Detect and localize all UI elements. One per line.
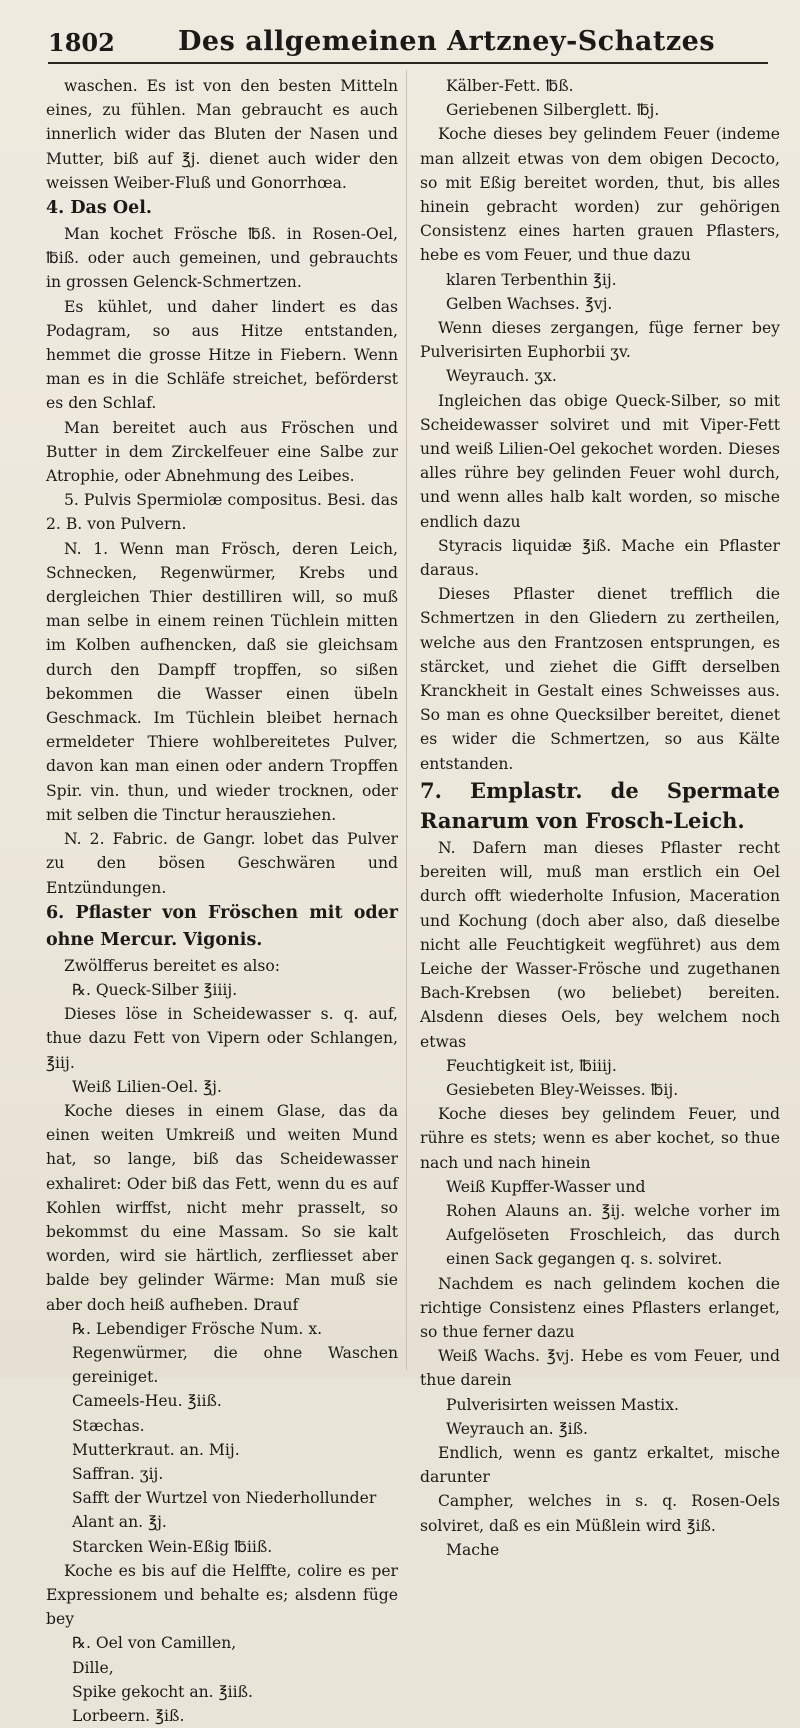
recipe-line: Weiß Lilien-Oel. ℥j. (72, 1077, 222, 1096)
paragraph: Campher, welches in s. q. Rosen-Oels solviret, daß es ein Müßlein wird ℥iß. (420, 1492, 780, 1535)
recipe-line: Mache (446, 1540, 500, 1559)
recipe-line: Starcken Wein-Eßig ℔iiß. (72, 1537, 273, 1556)
recipe-line: Dille, (72, 1658, 114, 1677)
paragraph: N. 2. Fabric. de Gangr. lobet das Pulver zu den bösen Geschwären und Entzündungen. (46, 830, 398, 897)
paragraph: Zwölfferus bereitet es also: (64, 956, 281, 975)
paragraph: 5. Pulvis Spermiolæ compositus. Besi. das 2. B. von Pulvern. (46, 491, 398, 534)
paragraph: Man kochet Frösche ℔ß. in Rosen-Oel, ℔iß. oder auch gemeinen, und gebrauchts in grossen Gelenck-Schmertzen. (46, 225, 398, 292)
recipe-line: ℞. Lebendiger Frösche Num. x. (72, 1319, 323, 1338)
recipe-line: Feuchtigkeit ist, ℔iiij. (446, 1056, 617, 1075)
recipe-line: Gelben Wachses. ℥vj. (446, 294, 613, 313)
recipe-line: Weyrauch an. ℥iß. (446, 1419, 588, 1438)
recipe-line: Safft der Wurtzel von Niederhollunder (72, 1489, 377, 1508)
recipe-line: Regenwürmer, die ohne Waschen gereiniget. (72, 1343, 398, 1387)
recipe-line: Mutterkraut. an. Mij. (72, 1440, 240, 1459)
recipe-line: ℞. Queck-Silber ℥iiij. (72, 980, 238, 999)
recipe-line: Weiß Kupffer-Wasser und (446, 1177, 646, 1196)
recipe-line: Stæchas. (72, 1416, 145, 1435)
recipe-line: Gesiebeten Bley-Weisses. ℔ij. (446, 1080, 679, 1099)
paragraph: Nachdem es nach gelindem kochen die richtige Consistenz eines Pflasters erlanget, so thue ferner dazu (420, 1274, 780, 1341)
paragraph: Man bereitet auch aus Fröschen und Butter in dem Zirckelfeuer eine Salbe zur Atrophie, oder Abnehmung des Leibes. (46, 418, 398, 486)
paragraph: Ingleichen das obige Queck-Silber, so mit Scheidewasser solviret und mit Viper-Fett und weiß Lilien-Oel gekochet worden. Dieses alles rühre bey gelinden Feuer wohl durch, und wenn alles halb kalt worden, so mische endlich dazu (420, 391, 780, 531)
recipe-line: Weyrauch. ʒx. (446, 367, 557, 386)
paragraph: Dieses Pflaster dienet trefflich die Schmertzen in den Gliedern zu zertheilen, welche aus den Frantzosen entsprungen, es stärcket, und ziehet die Gifft derselben Kranckheit in Gestalt eines Schweisses aus. So man es ohne Quecksilber bereitet, dienet es wider die Schmertzen, so aus Kälte entstanden. (420, 585, 780, 773)
paragraph: Koche dieses bey gelindem Feuer, und rühre es stets; wenn es aber kochet, so thue nach und nach hinein (420, 1105, 780, 1172)
paragraph: Koche es bis auf die Helffte, colire es per Expressionem und behalte es; alsdenn füge bey (46, 1561, 398, 1629)
running-title: Des allgemeinen Artzney-Schatzes (178, 26, 716, 57)
recipe-line: Cameels-Heu. ℥iiß. (72, 1392, 222, 1411)
recipe-line: Spike gekocht an. ℥iiß. (72, 1682, 253, 1701)
section-heading: 4. Das Oel. (46, 198, 152, 219)
column-gutter (406, 70, 407, 1370)
recipe-line: Rohen Alauns an. ℥ij. welche vorher im Aufgelöseten Froschleich, das durch einen Sack gegangen q. s. solviret. (446, 1201, 780, 1269)
recipe-line: Saffran. ʒij. (72, 1464, 164, 1483)
section-heading: 6. Pflaster von Fröschen mit oder ohne Mercur. Vigonis. (46, 902, 398, 950)
recipe-line: Geriebenen Silberglett. ℔j. (446, 101, 660, 120)
paragraph: N. Dafern man dieses Pflaster recht bereiten will, muß man erstlich ein Oel durch offt wiederholte Infusion, Maceration und Kochung (doch aber also, daß dieselbe nicht alle Feuchtigkeit wegführet) aus dem Leiche der Wasser-Frösche und zugethanen Bach-Krebsen (wo beliebet) bereiten. Alsdenn dieses Oels, bey welchem noch etwas (420, 838, 780, 1051)
paragraph: Es kühlet, und daher lindert es das Podagram, so aus Hitze entstanden, hemmet die grosse Hitze in Fiebern. Wenn man es in die Schläfe streichet, beförderst es den Schlaf. (46, 297, 398, 413)
section-heading: 7. Emplastr. de Spermate Ranarum von Frosch-Leich. (420, 777, 780, 833)
paragraph: Styracis liquidæ ℥iß. Mache ein Pflaster daraus. (420, 536, 780, 580)
paragraph: Endlich, wenn es gantz erkaltet, mische darunter (420, 1443, 780, 1487)
paragraph: Koche dieses in einem Glase, das da einen weiten Umkreiß und weiten Mund hat, so lange, biß das Scheidewasser exhaliret: Oder biß das Fett, wenn du es auf Kohlen wirffst, nicht mehr prasselt, so bekommst du eine Massam. So sie kalt worden, wird sie härtlich, zerfliesset aber balde bey gelinder Wärme: Man muß sie aber doch heiß aufheben. Drauf (46, 1101, 398, 1314)
paragraph: waschen. Es ist von den besten Mitteln eines, zu fühlen. Man gebraucht es auch innerlich wider das Bluten der Nasen und Mutter, biß auf ℥j. dienet auch wider den weissen Weiber-Fluß und Gonorrhœa. (46, 77, 398, 192)
paragraph: Koche dieses bey gelindem Feuer (indeme man allzeit etwas von dem obigen Decocto, so mit Eßig bereitet worden, thut, bis alles hinein gebracht worden) zur gehörigen Consistenz eines harten grauen Pflasters, hebe es vom Feuer, und thue dazu (420, 125, 780, 265)
page-header (48, 22, 768, 64)
recipe-line: klaren Terbenthin ℥ij. (446, 270, 617, 289)
recipe-line: Lorbeern. ℥iß. (72, 1707, 185, 1725)
recipe-line: Kälber-Fett. ℔ß. (446, 77, 574, 95)
paragraph: Wenn dieses zergangen, füge ferner bey Pulverisirten Euphorbii ʒv. (420, 319, 780, 362)
recipe-line: Pulverisirten weissen Mastix. (446, 1395, 680, 1414)
left-column (46, 74, 398, 1725)
page-number: 1802 (48, 28, 115, 57)
right-column (420, 74, 780, 1559)
recipe-line: Alant an. ℥j. (72, 1513, 167, 1532)
recipe-line: ℞. Oel von Camillen, (72, 1634, 237, 1653)
paragraph: Weiß Wachs. ℥vj. Hebe es vom Feuer, und thue darein (420, 1347, 780, 1390)
paragraph: N. 1. Wenn man Frösch, deren Leich, Schnecken, Regenwürmer, Krebs und dergleichen Thier destilliren will, so muß man selbe in einem reinen Tüchlein mitten im Kolben aufhencken, daß sie gleichsam durch den Dampff tropffen, so sißen bekommen die Wasser einen übeln Geschmack. Im Tüchlein bleibet hernach ermeldeter Thiere wohlbereitetes Pulver, davon kan man einen oder andern Tropffen Spir. vin. thun, und wieder trocknen, oder mit selben die Tinctur herausziehen. (46, 539, 398, 824)
paragraph: Dieses löse in Scheidewasser s. q. auf, thue dazu Fett von Vipern oder Schlangen, ℥iij. (46, 1005, 398, 1072)
